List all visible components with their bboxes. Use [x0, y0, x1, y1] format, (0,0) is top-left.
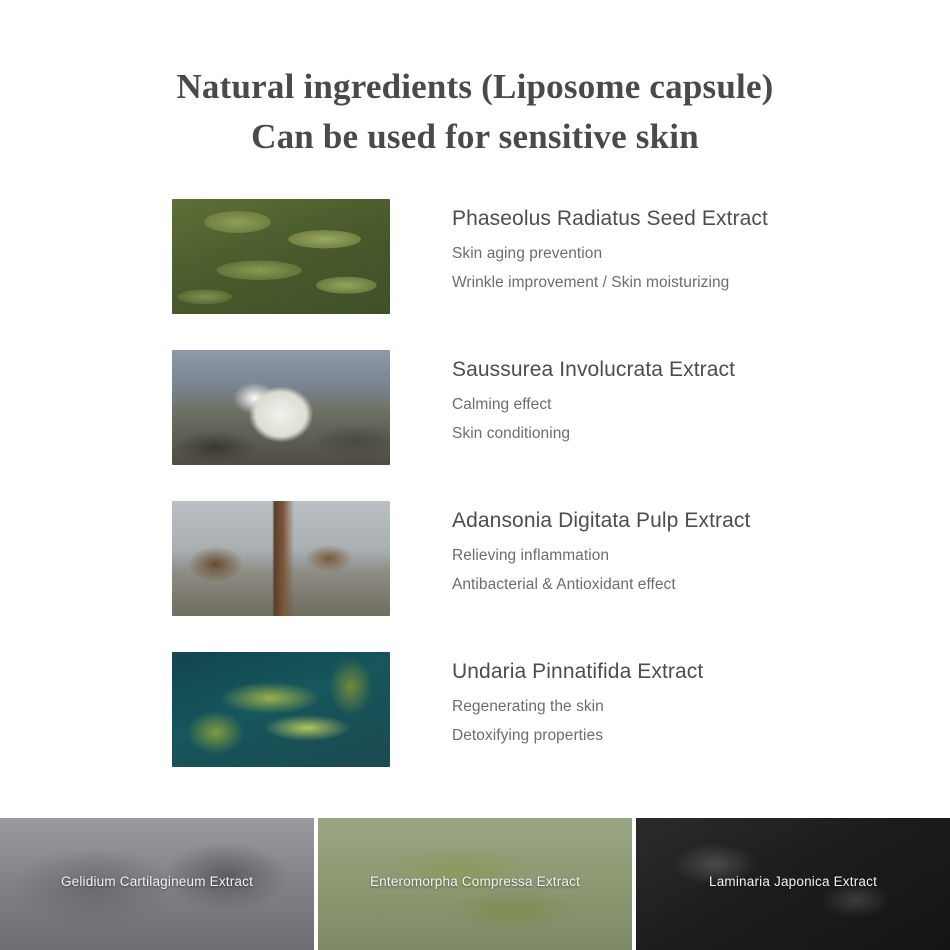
mung-bean-pods-photo — [172, 199, 390, 314]
list-item — [172, 350, 950, 501]
snow-lotus-flower-photo — [172, 350, 390, 465]
ingredient-benefit-1: Relieving inflammation — [452, 547, 610, 565]
ingredient-title: Phaseolus Radiatus Seed Extract — [452, 207, 768, 231]
ingredient-title: Saussurea Involucrata Extract — [452, 358, 736, 382]
ingredient-benefit-1: Regenerating the skin — [452, 698, 604, 716]
ingredient-text — [390, 350, 735, 447]
list-item — [172, 501, 950, 652]
green-algae-photo — [318, 818, 632, 950]
page-title — [0, 0, 950, 161]
ingredient-title: Undaria Pinnatifida Extract — [452, 660, 704, 684]
page-title-line-2: Can be used for sensitive skin — [251, 116, 699, 156]
baobab-tree-photo — [172, 501, 390, 616]
ingredient-benefit-1: Skin aging prevention — [452, 245, 603, 263]
ingredient-benefit-2: Detoxifying properties — [452, 726, 604, 744]
bottom-image-band — [0, 818, 950, 950]
page-title-line-1: Natural ingredients (Liposome capsule) — [176, 67, 774, 106]
band-label: Laminaria Japonica Extract — [708, 874, 878, 889]
ingredient-benefit-2: Wrinkle improvement / Skin moisturizing — [452, 273, 730, 291]
ingredient-title: Adansonia Digitata Pulp Extract — [452, 509, 751, 533]
ingredient-benefit-2: Antibacterial & Antioxidant effect — [452, 575, 676, 593]
ingredient-text — [390, 199, 768, 296]
ingredient-text — [390, 652, 703, 749]
charcoal-photo — [636, 818, 950, 950]
seaweed-kelp-photo — [172, 652, 390, 767]
list-item — [172, 199, 950, 350]
ingredient-text — [390, 501, 750, 598]
list-item — [172, 652, 950, 803]
ingredient-benefit-2: Skin conditioning — [452, 424, 571, 442]
ingredient-list — [0, 199, 950, 803]
ingredient-benefit-1: Calming effect — [452, 396, 552, 414]
red-algae-photo — [0, 818, 314, 950]
band-label: Gelidium Cartilagineum Extract — [60, 874, 254, 889]
band-label: Enteromorpha Compressa Extract — [369, 874, 581, 889]
